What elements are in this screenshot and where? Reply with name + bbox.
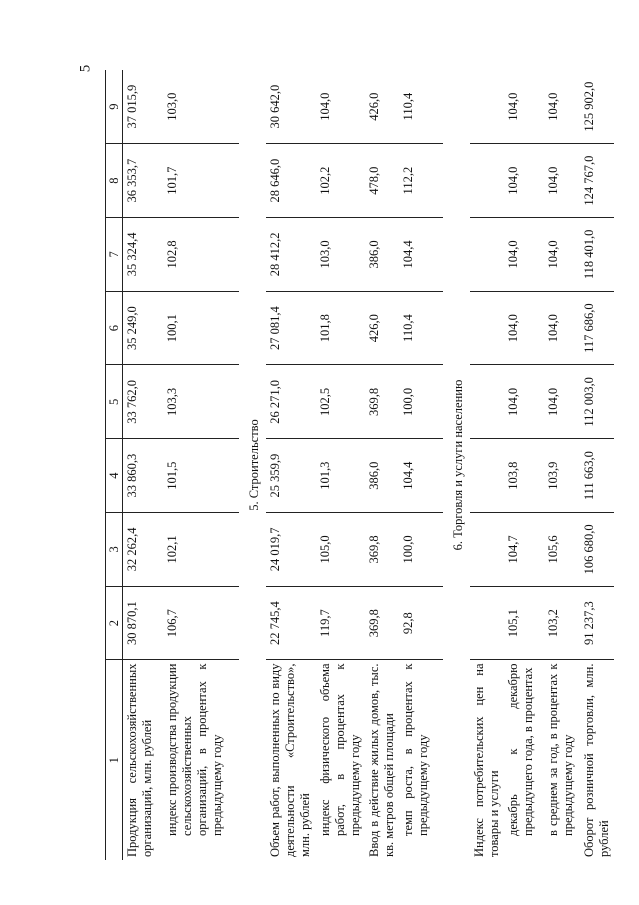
value-cell: 27 081,4 (266, 291, 316, 365)
value-cell: 104,0 (504, 70, 544, 144)
value-cell: 106 680,0 (580, 513, 614, 587)
value-cell (470, 586, 504, 660)
row-label: Оборот розничной торговли, млн. рублей (582, 663, 611, 857)
row-label: декабрь к декабрю предыдущего года, в процентах (506, 663, 535, 836)
value-cell: 426,0 (365, 291, 399, 365)
row-label: Продукция сельскохозяйственных организаций, млн. рублей (125, 663, 154, 857)
header-cell: 1 (106, 660, 123, 860)
value-cell: 112,2 (399, 144, 443, 218)
forecast-table (105, 70, 614, 860)
value-cell: 25 359,9 (266, 439, 316, 513)
value-cell: 104,0 (316, 70, 365, 144)
row-label: индекс производства продукции сельскохозяйственных организаций, в процентах к предыдущему году (165, 663, 224, 836)
value-cell: 91 237,3 (580, 586, 614, 660)
value-cell: 104,7 (504, 513, 544, 587)
value-cell: 104,0 (504, 218, 544, 292)
value-cell (470, 218, 504, 292)
value-cell: 386,0 (365, 439, 399, 513)
value-cell: 119,7 (316, 586, 365, 660)
value-cell: 28 646,0 (266, 144, 316, 218)
value-cell: 104,0 (544, 291, 580, 365)
value-cell: 478,0 (365, 144, 399, 218)
value-cell: 103,0 (163, 70, 239, 144)
value-cell (470, 291, 504, 365)
value-cell: 101,7 (163, 144, 239, 218)
value-cell: 125 902,0 (580, 70, 614, 144)
value-cell: 426,0 (365, 70, 399, 144)
value-cell: 104,0 (544, 144, 580, 218)
value-cell: 26 271,0 (266, 365, 316, 439)
table-row (266, 70, 316, 860)
value-cell: 369,8 (365, 586, 399, 660)
value-cell: 104,0 (504, 365, 544, 439)
value-cell: 103,3 (163, 365, 239, 439)
value-cell: 105,1 (504, 586, 544, 660)
value-cell: 103,8 (504, 439, 544, 513)
header-cell: 2 (106, 586, 123, 660)
value-cell: 106,7 (163, 586, 239, 660)
value-cell: 100,1 (163, 291, 239, 365)
header-cell: 4 (106, 439, 123, 513)
table-row (399, 70, 443, 860)
value-cell: 33 860,3 (123, 439, 164, 513)
value-cell: 104,0 (504, 291, 544, 365)
value-cell: 36 353,7 (123, 144, 164, 218)
header-cell: 5 (106, 365, 123, 439)
header-cell: 8 (106, 144, 123, 218)
table-row (580, 70, 614, 860)
header-cell: 3 (106, 513, 123, 587)
value-cell: 104,4 (399, 439, 443, 513)
value-cell: 118 401,0 (580, 218, 614, 292)
value-cell: 369,8 (365, 513, 399, 587)
value-cell: 104,4 (399, 218, 443, 292)
table-row (163, 70, 239, 860)
table-row (470, 70, 504, 860)
value-cell: 104,0 (504, 144, 544, 218)
row-label: индекс физического объема работ, в процентах к предыдущему году (318, 663, 362, 836)
value-cell: 30 870,1 (123, 586, 164, 660)
row-label: Индекс потребительских цен на товары и услуги (472, 663, 501, 857)
value-cell: 24 019,7 (266, 513, 316, 587)
value-cell: 105,0 (316, 513, 365, 587)
section-title-trade: 6. Торговля и услуги населению (451, 379, 465, 551)
header-cell: 6 (106, 291, 123, 365)
value-cell: 101,8 (316, 291, 365, 365)
value-cell: 101,5 (163, 439, 239, 513)
value-cell: 105,6 (544, 513, 580, 587)
value-cell: 104,0 (544, 218, 580, 292)
value-cell (470, 513, 504, 587)
value-cell: 100,0 (399, 513, 443, 587)
value-cell: 102,1 (163, 513, 239, 587)
value-cell: 101,3 (316, 439, 365, 513)
value-cell: 124 767,0 (580, 144, 614, 218)
value-cell: 102,8 (163, 218, 239, 292)
value-cell: 111 663,0 (580, 439, 614, 513)
row-label: Ввод в действие жилых домов, тыс. кв. метров общей площади (367, 663, 396, 857)
value-cell: 22 745,4 (266, 586, 316, 660)
value-cell: 35 324,4 (123, 218, 164, 292)
table-row (316, 70, 365, 860)
value-cell: 30 642,0 (266, 70, 316, 144)
rotated-table-container (105, 70, 611, 860)
row-label: Объем работ, выполненных по виду деятельности «Строительство», млн. рублей (268, 663, 312, 857)
value-cell: 110,4 (399, 291, 443, 365)
value-cell: 386,0 (365, 218, 399, 292)
table-row (504, 70, 544, 860)
value-cell: 32 262,4 (123, 513, 164, 587)
section-row (239, 70, 266, 860)
value-cell: 102,2 (316, 144, 365, 218)
value-cell: 35 249,0 (123, 291, 164, 365)
table-row (123, 70, 164, 860)
value-cell (470, 439, 504, 513)
value-cell: 37 015,9 (123, 70, 164, 144)
value-cell: 104,0 (544, 365, 580, 439)
page-number: 5 (77, 64, 94, 73)
section-row (443, 70, 470, 860)
value-cell: 110,4 (399, 70, 443, 144)
value-cell: 100,0 (399, 365, 443, 439)
value-cell: 28 412,2 (266, 218, 316, 292)
row-label: в среднем за год, в процентах к предыдущему году (546, 663, 575, 836)
table-row (544, 70, 580, 860)
value-cell: 103,0 (316, 218, 365, 292)
section-title-construction: 5. Строительство (247, 419, 261, 511)
value-cell: 369,8 (365, 365, 399, 439)
value-cell: 103,9 (544, 439, 580, 513)
value-cell: 102,5 (316, 365, 365, 439)
header-cell: 7 (106, 218, 123, 292)
row-label: темп роста, в процентах к предыдущему году (401, 663, 430, 836)
header-cell: 9 (106, 70, 123, 144)
value-cell: 92,8 (399, 586, 443, 660)
value-cell (470, 70, 504, 144)
value-cell: 112 003,0 (580, 365, 614, 439)
table-row (365, 70, 399, 860)
value-cell: 117 686,0 (580, 291, 614, 365)
header-row (106, 70, 123, 860)
value-cell: 33 762,0 (123, 365, 164, 439)
value-cell: 103,2 (544, 586, 580, 660)
value-cell: 104,0 (544, 70, 580, 144)
value-cell (470, 365, 504, 439)
value-cell (470, 144, 504, 218)
